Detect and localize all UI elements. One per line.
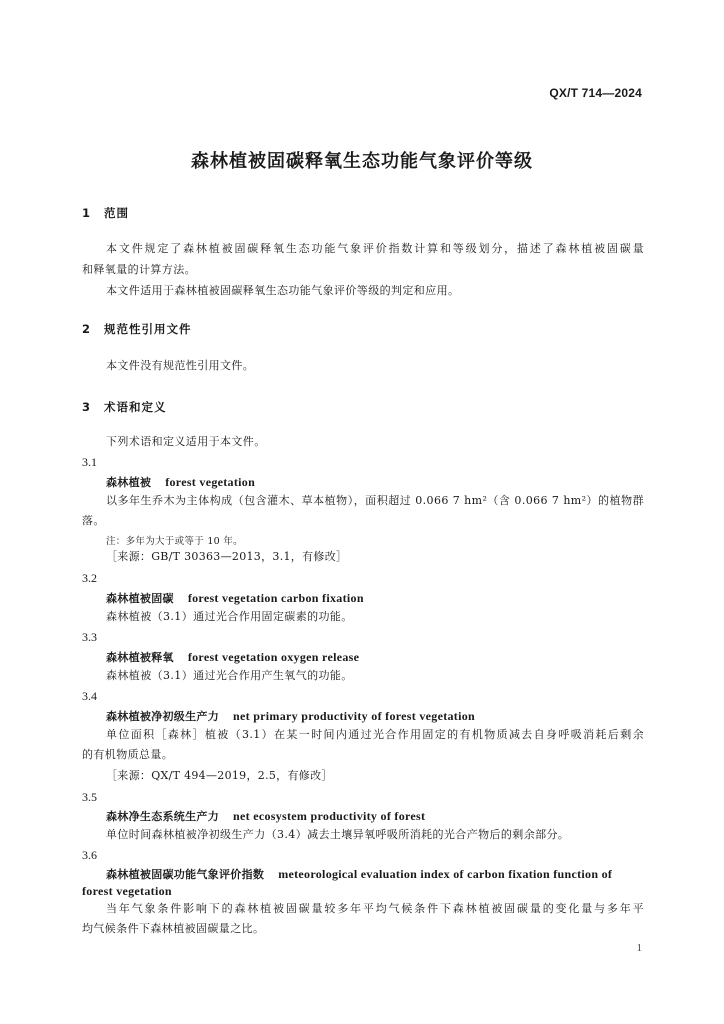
term-heading <box>106 708 475 724</box>
term-heading <box>106 590 364 606</box>
paragraph: 下列术语和定义适用于本文件。 <box>106 435 266 448</box>
term-zh: 森林植被固碳 <box>106 592 174 605</box>
definition: 森林植被（3.1）通过光合作用产生氧气的功能。 <box>106 669 353 682</box>
definition-line: 单位面积［森林］植被（3.1）在某一时间内通过光合作用固定的有机物质减去自身呼吸消耗后剩余 <box>106 728 644 741</box>
term-number: 3.5 <box>82 790 97 804</box>
note: 注：多年为大于或等于 10 年。 <box>106 536 243 547</box>
definition-line: 落。 <box>82 514 105 527</box>
term-number: 3.2 <box>82 571 97 585</box>
term-zh: 森林植被净初级生产力 <box>106 710 219 723</box>
paragraph: 本文件适用于森林植被固碳释氧生态功能气象评价等级的判定和应用。 <box>106 284 460 297</box>
term-zh: 森林植被释氧 <box>106 651 174 664</box>
source-citation: ［来源：QX/T 494—2019，2.5，有修改］ <box>106 769 333 782</box>
term-heading <box>106 474 255 490</box>
section-2-heading <box>82 321 192 337</box>
section-3-heading <box>82 399 167 415</box>
term-zh: 森林植被固碳功能气象评价指数 <box>106 868 265 881</box>
term-en: net ecosystem productivity of forest <box>233 809 426 823</box>
section-number: 2 <box>82 322 92 336</box>
definition-line: 的有机物质总量。 <box>82 748 174 761</box>
term-number: 3.1 <box>82 455 97 469</box>
term-en: forest vegetation <box>165 475 256 489</box>
term-zh: 森林植被 <box>106 476 152 489</box>
source-citation: ［来源：GB/T 30363—2013，3.1，有修改］ <box>106 550 348 563</box>
term-number: 3.3 <box>82 630 97 644</box>
standard-code: QX/T 714—2024 <box>549 86 642 100</box>
section-title: 范围 <box>104 206 129 220</box>
term-number: 3.4 <box>82 689 97 703</box>
paragraph: 本文件没有规范性引用文件。 <box>106 359 255 372</box>
section-title: 术语和定义 <box>104 400 167 414</box>
definition-line: 均气候条件下森林植被固碳量之比。 <box>82 922 265 935</box>
section-title: 规范性引用文件 <box>104 322 192 336</box>
term-heading-continuation <box>82 884 172 899</box>
paragraph-line: 本文件规定了森林植被固碳释氧生态功能气象评价指数计算和等级划分，描述了森林植被固碳量 <box>106 242 644 255</box>
term-heading <box>106 866 644 882</box>
term-en: forest vegetation carbon fixation <box>187 591 364 605</box>
term-en: net primary productivity of forest vegetation <box>233 709 476 723</box>
definition-line: 以多年生乔木为主体构成（包含灌木、草本植物），面积超过 0.066 7 hm²（含 0.066 7 hm²）的植物群 <box>106 494 644 507</box>
section-1-heading <box>82 205 129 221</box>
term-heading <box>106 808 425 824</box>
section-number: 1 <box>82 206 92 220</box>
section-number: 3 <box>82 400 92 414</box>
term-en: meteorological evaluation index of carbon fixation function of <box>278 867 613 881</box>
definition-line: 当年气象条件影响下的森林植被固碳量较多年平均气候条件下森林植被固碳量的变化量与多年平 <box>106 902 644 915</box>
term-number: 3.6 <box>82 848 97 862</box>
definition: 森林植被（3.1）通过光合作用固定碳素的功能。 <box>106 610 353 623</box>
definition: 单位时间森林植被净初级生产力（3.4）减去土壤异氧呼吸所消耗的光合产物后的剩余部分。 <box>106 828 570 841</box>
page-number: 1 <box>636 942 642 954</box>
term-zh: 森林净生态系统生产力 <box>106 810 219 823</box>
term-heading <box>106 649 359 665</box>
term-en: forest vegetation <box>82 884 172 898</box>
term-en: forest vegetation oxygen release <box>187 650 360 664</box>
document-title: 森林植被固碳释氧生态功能气象评价等级 <box>191 151 533 172</box>
paragraph-line: 和释氧量的计算方法。 <box>82 263 196 276</box>
